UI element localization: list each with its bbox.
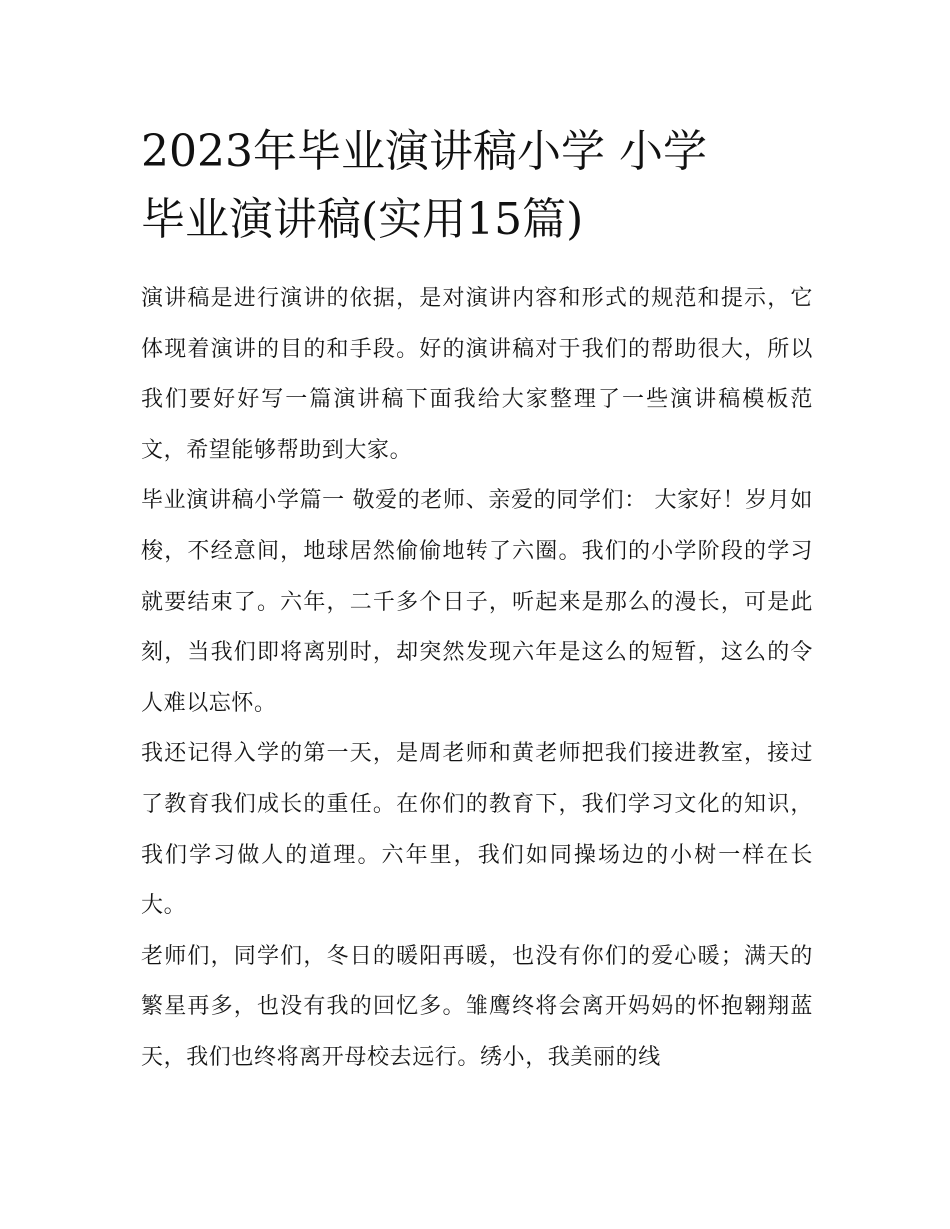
paragraph-farewell: 老师们，同学们，冬日的暖阳再暖，也没有你们的爱心暖；满天的繁星再多，也没有我的回忆多。雏鹰终将会离开妈妈的怀抱翱翔蓝天，我们也终将离开母校去远行。绣小，我美丽的线 <box>141 943 813 1070</box>
paragraph-intro: 演讲稿是进行演讲的依据，是对演讲内容和形式的规范和提示，它体现着演讲的目的和手段。好的演讲稿对于我们的帮助很大，所以我们要好好写一篇演讲稿下面我给大家整理了一些演讲稿模板范文，希望能够帮助到大家。 <box>141 286 813 463</box>
paragraph-first-day-memory: 我还记得入学的第一天，是周老师和黄老师把我们接进教室，接过了教育我们成长的重任。在你们的教育下，我们学习文化的知识，我们学习做人的道理。六年里，我们如同操场边的小树一样在长大。 <box>141 741 813 919</box>
paragraph-speech-opening: 毕业演讲稿小学篇一 敬爱的老师、亲爱的同学们： 大家好！岁月如梭，不经意间，地球居然偷偷地转了六圈。我们的小学阶段的学习就要结束了。六年，二千多个日子，听起来是那么的漫长，可是此刻，当我们即将离别时，却突然发现六年是这么的短暂，这么的令人难以忘怀。 <box>141 488 813 716</box>
document-title <box>141 118 813 254</box>
title-line-2: 毕业演讲稿(实用15篇) <box>141 194 584 245</box>
document-content <box>141 118 813 1084</box>
title-line-1: 2023年毕业演讲稿小学 小学 <box>141 126 707 177</box>
document-body <box>141 274 813 1084</box>
